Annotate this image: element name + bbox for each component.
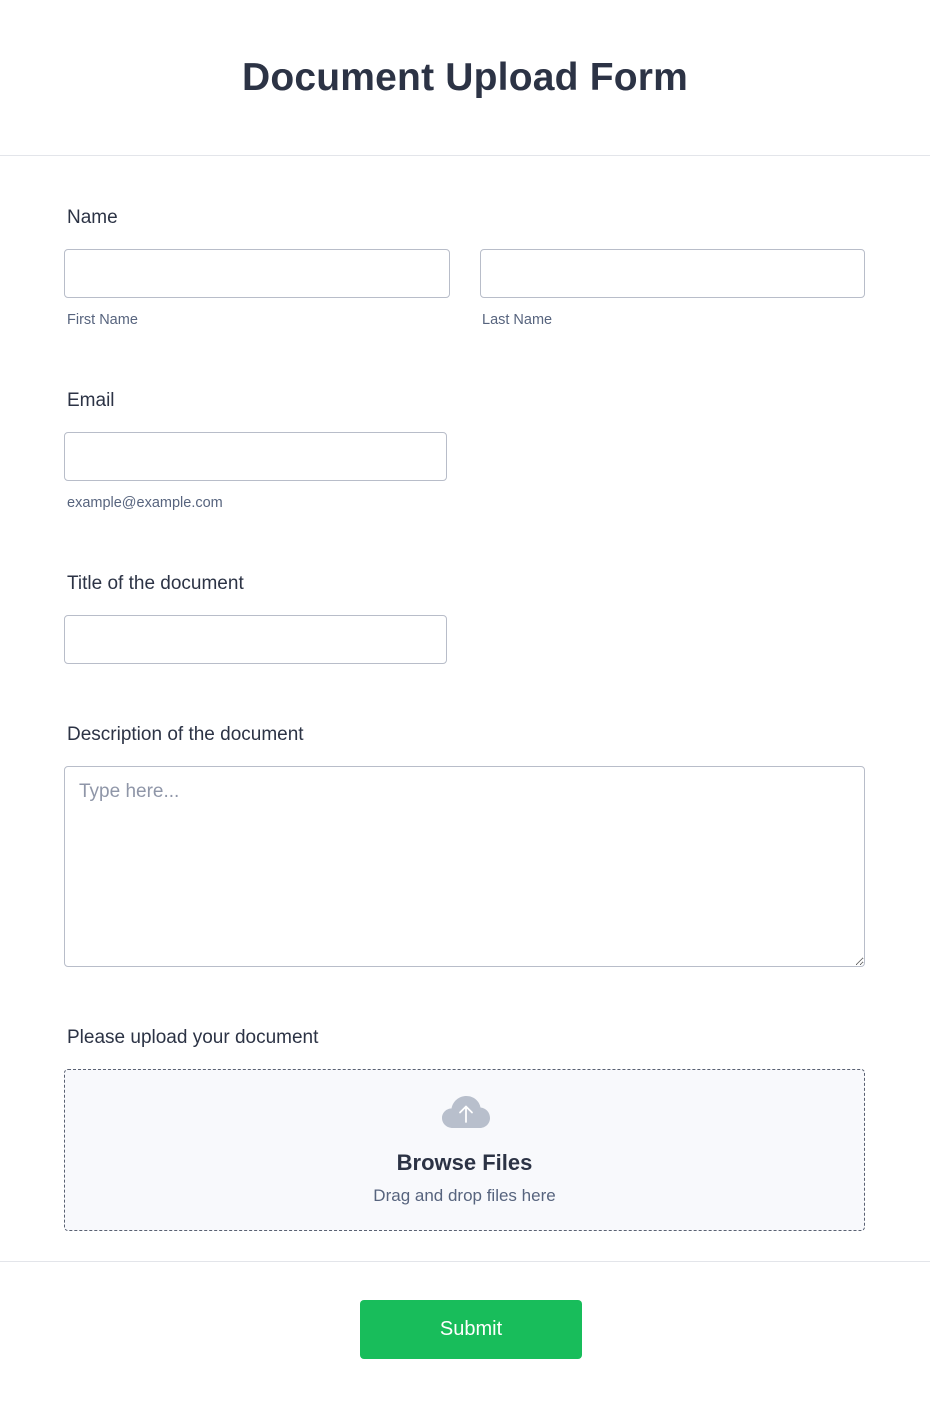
email-sublabel: example@example.com — [67, 495, 223, 511]
email-input[interactable] — [64, 432, 447, 481]
file-dropzone[interactable] — [64, 1069, 865, 1231]
document-title-input[interactable] — [64, 615, 447, 664]
form-title: Document Upload Form — [241, 55, 688, 99]
browse-files-button[interactable]: Browse Files — [396, 1150, 533, 1175]
description-textarea[interactable] — [64, 766, 865, 967]
drag-drop-hint: Drag and drop files here — [373, 1186, 556, 1205]
description-label: Description of the document — [67, 724, 304, 745]
submit-button[interactable]: Submit — [360, 1300, 582, 1359]
footer-divider — [0, 1261, 930, 1262]
document-title-label: Title of the document — [67, 573, 244, 594]
upload-label: Please upload your document — [67, 1027, 319, 1048]
first-name-input[interactable] — [64, 249, 450, 298]
cloud-upload-icon — [441, 1094, 491, 1130]
first-name-sublabel: First Name — [67, 312, 138, 328]
last-name-input[interactable] — [480, 249, 865, 298]
last-name-sublabel: Last Name — [482, 312, 553, 328]
form-header — [0, 0, 930, 156]
email-label: Email — [67, 390, 115, 411]
name-label: Name — [67, 207, 118, 228]
